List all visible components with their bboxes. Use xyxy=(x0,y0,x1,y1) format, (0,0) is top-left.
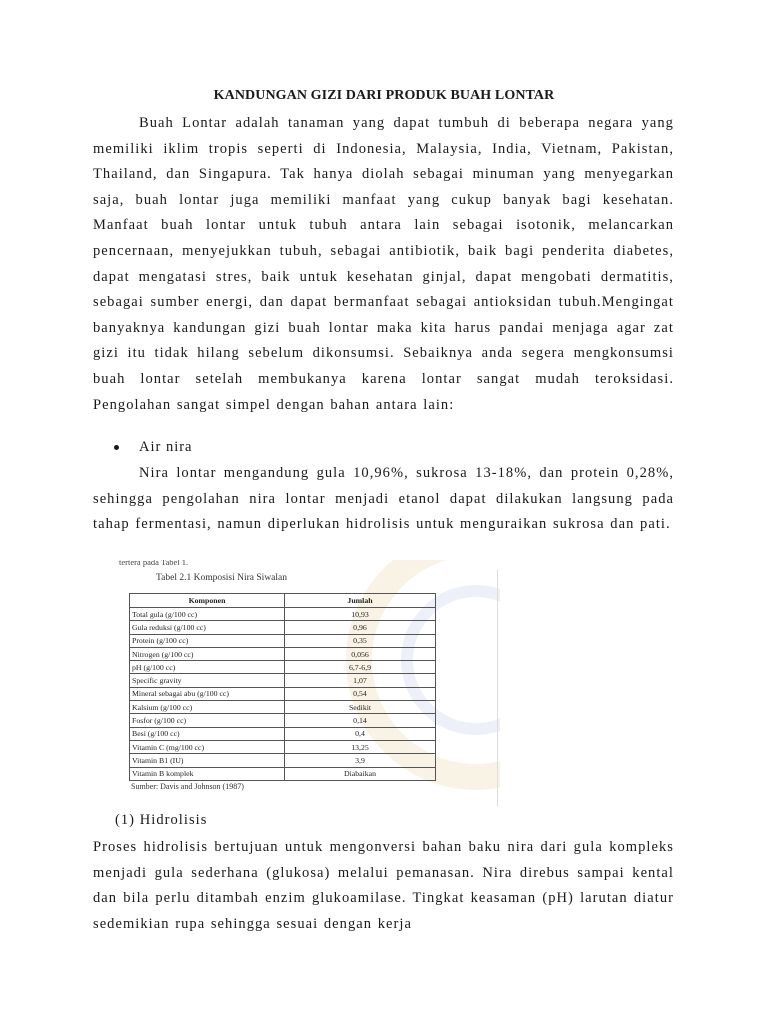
cell-jumlah: 1,07 xyxy=(285,674,436,687)
bullet-item-air-nira xyxy=(114,439,193,456)
figure-border xyxy=(497,570,498,806)
cell-komponen: pH (g/100 cc) xyxy=(130,661,285,674)
cell-jumlah: Sedikit xyxy=(285,701,436,714)
header-komponen: Komponen xyxy=(130,594,285,608)
cell-komponen: Kalsium (g/100 cc) xyxy=(130,701,285,714)
bullet-dot-icon xyxy=(114,445,119,450)
table-row xyxy=(130,767,436,780)
cell-komponen: Specific gravity xyxy=(130,674,285,687)
cell-jumlah: 0,056 xyxy=(285,647,436,660)
table-row xyxy=(130,674,436,687)
cell-komponen: Total gula (g/100 cc) xyxy=(130,608,285,621)
table-row xyxy=(130,727,436,740)
table-row xyxy=(130,687,436,700)
cell-komponen: Besi (g/100 cc) xyxy=(130,727,285,740)
table-row xyxy=(130,608,436,621)
table-caption: Tabel 2.1 Komposisi Nira Siwalan xyxy=(156,573,287,583)
cell-komponen: Fosfor (g/100 cc) xyxy=(130,714,285,727)
table-row xyxy=(130,647,436,660)
bullet-label: Air nira xyxy=(139,439,193,455)
cell-komponen: Vitamin B komplek xyxy=(130,767,285,780)
table-header-row xyxy=(130,594,436,608)
composition-table xyxy=(129,593,436,781)
cell-komponen: Nitrogen (g/100 cc) xyxy=(130,647,285,660)
paragraph-nira: Nira lontar mengandung gula 10,96%, sukrosa 13-18%, dan protein 0,28%, sehingga pengolahan nira lontar menjadi etanol dapat dilakukan langsung pada tahap fermentasi, namun diperlukan hidrolisis untuk menguraikan sukrosa dan pati. xyxy=(93,465,674,533)
figure-top-text: tertera pada Tabel 1. xyxy=(119,560,189,567)
table-row xyxy=(130,661,436,674)
cell-komponen: Gula reduksi (g/100 cc) xyxy=(130,621,285,634)
header-jumlah: Jumlah xyxy=(285,594,436,608)
table-row xyxy=(130,740,436,753)
table-source: Sumber: Davis and Johnson (1987) xyxy=(131,782,244,791)
cell-jumlah: 10,93 xyxy=(285,608,436,621)
cell-komponen: Vitamin C (mg/100 cc) xyxy=(130,740,285,753)
table-row xyxy=(130,634,436,647)
document-title: KANDUNGAN GIZI DARI PRODUK BUAH LONTAR xyxy=(213,88,555,103)
cell-jumlah: 0,96 xyxy=(285,621,436,634)
cell-jumlah: 0,35 xyxy=(285,634,436,647)
cell-komponen: Mineral sebagai abu (g/100 cc) xyxy=(130,687,285,700)
cell-jumlah: Diabaikan xyxy=(285,767,436,780)
cell-jumlah: 0,4 xyxy=(285,727,436,740)
table-row xyxy=(130,621,436,634)
heading-hidrolisis: (1) Hidrolisis xyxy=(115,812,208,828)
table-row xyxy=(130,701,436,714)
cell-jumlah: 13,25 xyxy=(285,740,436,753)
cell-jumlah: 0,14 xyxy=(285,714,436,727)
cell-jumlah: 6,7-6,9 xyxy=(285,661,436,674)
table-row xyxy=(130,754,436,767)
table-row xyxy=(130,714,436,727)
cell-komponen: Vitamin B1 (IU) xyxy=(130,754,285,767)
paragraph-intro: Buah Lontar adalah tanaman yang dapat tumbuh di beberapa negara yang memiliki iklim tropis seperti di Indonesia, Malaysia, India, Vietnam, Pakistan, Thailand, dan Singapura. Tak hanya diolah sebagai minuman yang menyegarkan saja, buah lontar juga memiliki manfaat yang cukup banyak bagi kesehatan. Manfaat buah lontar untuk tubuh antara lain sebagai isotonik, melancarkan pencernaan, menyejukkan tubuh, sebagai antibiotik, baik bagi penderita diabetes, dapat mengatasi stres, baik untuk kesehatan ginjal, dapat mengobati dermatitis, sebagai sumber energi, dan dapat bermanfaat sebagai antioksidan tubuh.Mengingat banyaknya kandungan gizi buah lontar maka kita harus pandai menjaga agar zat gizi itu tidak hilang sebelum dikonsumsi. Sebaiknya anda segera mengkonsumsi buah lontar setelah membukanya karena lontar sangat mudah teroksidasi. Pengolahan sangat simpel dengan bahan antara lain: xyxy=(93,115,674,413)
cell-komponen: Protein (g/100 cc) xyxy=(130,634,285,647)
paragraph-hidrolisis: Proses hidrolisis bertujuan untuk mengonversi bahan baku nira dari gula kompleks menjadi gula sederhana (glukosa) melalui pemanasan. Nira direbus sampai kental dan bila perlu ditambah enzim glukoamilase. Tingkat keasaman (pH) larutan diatur sedemikian rupa sehingga sesuai dengan kerja xyxy=(93,839,674,932)
cell-jumlah: 3,9 xyxy=(285,754,436,767)
cell-jumlah: 0,54 xyxy=(285,687,436,700)
table-figure xyxy=(116,560,500,806)
